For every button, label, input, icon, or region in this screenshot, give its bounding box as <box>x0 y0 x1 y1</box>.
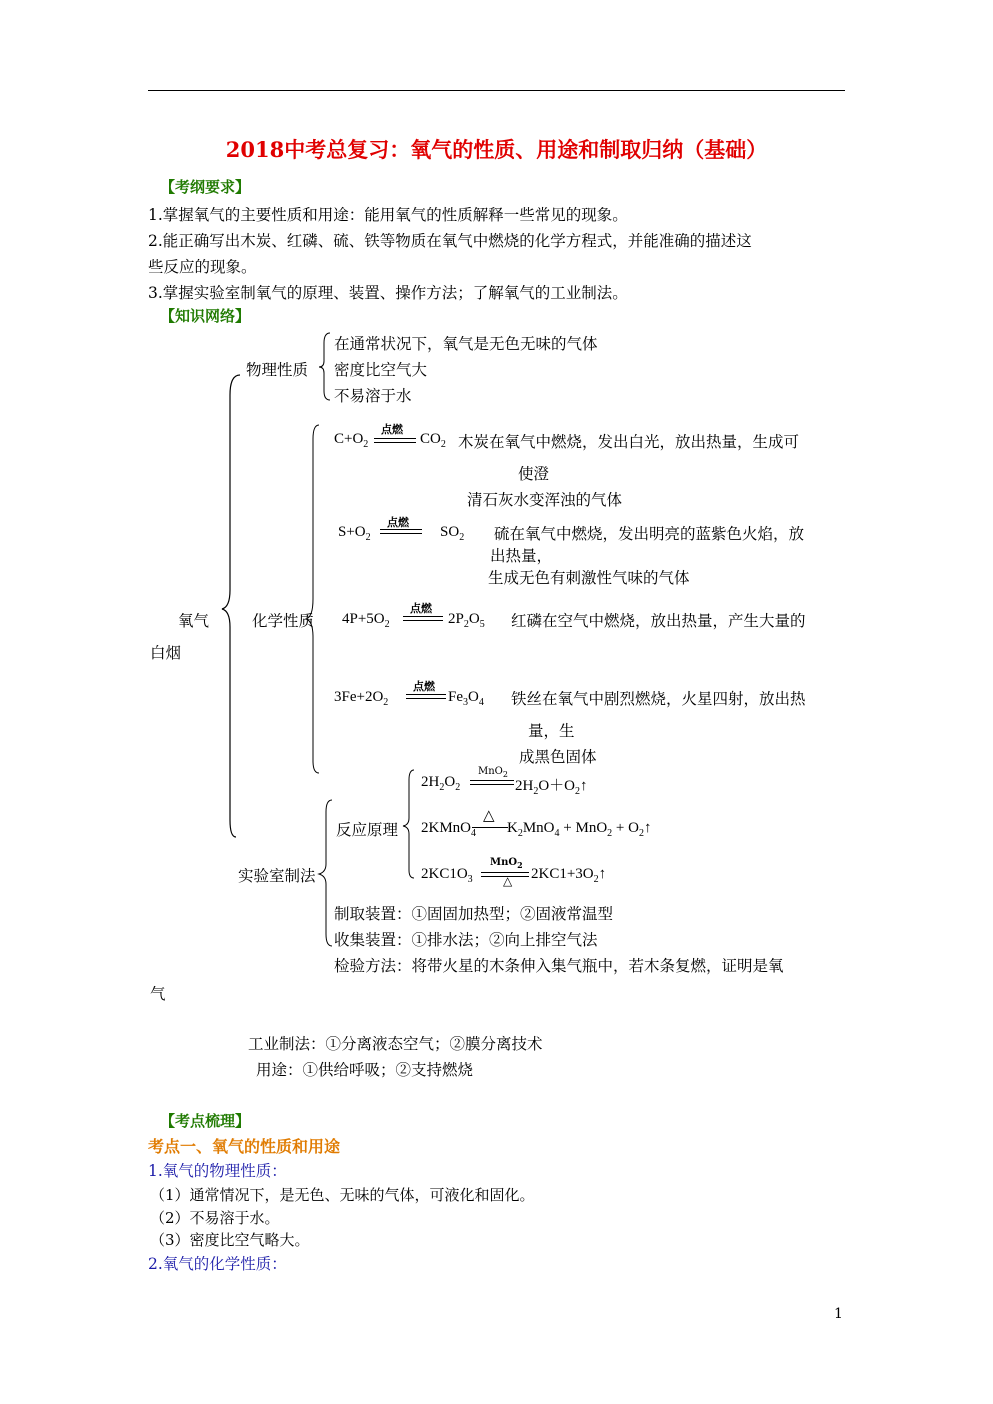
lab-label: 实验室制法 <box>238 867 316 885</box>
r3-reactants: $4P+5O_2$ <box>342 611 390 630</box>
point-1-item-2: （2）不易溶于水。 <box>150 1209 280 1227</box>
e1-catalyst: MnO$_2$ <box>478 766 508 779</box>
e3-left: $2KC1O_3$ <box>421 866 473 885</box>
outline-item-3: 3.掌握实验室制氧气的原理、装置、操作方法；了解氧气的工业制法。 <box>148 284 628 302</box>
r1-desc-1: 木炭在氧气中燃烧，发出白光，放出热量，生成可 <box>458 433 800 451</box>
e1-right: $2H_2O+O_2↑$ <box>515 778 588 797</box>
lab-collection: 收集装置：①排水法；②向上排空气法 <box>334 931 598 949</box>
r4-desc-3: 成黑色固体 <box>519 748 597 766</box>
e2-heat: △ <box>483 806 495 824</box>
industrial-method: 工业制法：①分离液态空气；②膜分离技术 <box>248 1035 543 1053</box>
r3-product: $2P_2O_5$ <box>448 611 485 630</box>
physical-item-3: 不易溶于水 <box>334 387 412 405</box>
point-1-item-1: （1）通常情况下，是无色、无味的气体，可液化和固化。 <box>150 1186 535 1204</box>
outline-heading: 【考纲要求】 <box>160 178 251 196</box>
outline-item-2-cont: 些反应的现象。 <box>148 258 257 276</box>
r3-desc-1: 红磷在空气中燃烧，放出热量，产生大量的 <box>511 612 806 630</box>
point-1-item-3: （3）密度比空气略大。 <box>150 1231 310 1249</box>
r4-desc-1: 铁丝在氧气中剧烈燃烧，火星四射，放出热 <box>511 690 806 708</box>
e3-right: $2KC1+3O_2↑$ <box>531 866 607 885</box>
chemical-brace <box>305 425 321 775</box>
root-brace <box>222 375 242 840</box>
oxygen-uses: 用途：①供给呼吸；②支持燃烧 <box>256 1061 474 1079</box>
lab-brace <box>318 800 334 948</box>
r1-condition: 点燃 <box>381 423 403 436</box>
r1-desc-3: 清石灰水变浑浊的气体 <box>467 491 623 509</box>
r2-desc-1: 硫在氧气中燃烧，发出明亮的蓝紫色火焰，放 <box>494 525 805 543</box>
lab-test: 检验方法：将带火星的木条伸入集气瓶中，若木条复燃，证明是氧 <box>334 957 784 975</box>
lab-apparatus: 制取装置：①固固加热型；②固液常温型 <box>334 905 614 923</box>
r2-desc-2: 出热量， <box>490 547 553 565</box>
r2-equals <box>380 529 422 534</box>
lab-test-tail: 气 <box>150 985 166 1003</box>
chemical-label: 化学性质 <box>252 612 315 630</box>
physical-item-1: 在通常状况下，氧气是无色无味的气体 <box>334 335 598 353</box>
r1-product: $CO_2$ <box>420 431 446 450</box>
r2-condition: 点燃 <box>387 516 409 529</box>
principle-brace <box>402 770 416 880</box>
r3-equals <box>403 616 443 621</box>
network-heading: 【知识网络】 <box>160 307 251 325</box>
e1-equals <box>470 780 514 785</box>
principle-label: 反应原理 <box>336 821 399 839</box>
r4-desc-2: 量，生 <box>528 722 575 740</box>
point-1-heading: 考点一、氧气的性质和用途 <box>148 1137 341 1156</box>
r4-condition: 点燃 <box>413 680 435 693</box>
r4-reactants: $3Fe+2O_2$ <box>334 689 389 708</box>
e1-left: $2H_2O_2$ <box>421 774 461 793</box>
outline-item-2: 2.能正确写出木炭、红磷、硫、铁等物质在氧气中燃烧的化学方程式，并能准确的描述这 <box>148 232 752 250</box>
e2-line <box>472 827 508 828</box>
e2-left: 2KMnO$_4$ <box>421 820 477 839</box>
outline-item-1: 1.掌握氧气的主要性质和用途：能用氧气的性质解释一些常见的现象。 <box>148 206 628 224</box>
r1-desc-2: 使澄 <box>518 465 550 483</box>
point-1-sub-2: 2.氧气的化学性质： <box>148 1255 287 1273</box>
page-title: 2018中考总复习：氧气的性质、用途和制取归纳（基础） <box>225 137 768 162</box>
page-number: 1 <box>834 1306 843 1322</box>
header-rule <box>148 90 845 91</box>
e2-right: $K_2MnO_4 + MnO_2$ + $O_2↑$ <box>507 820 652 839</box>
root-tail: 白烟 <box>150 644 182 662</box>
e3-heat: △ <box>503 874 513 888</box>
point-1-sub-1: 1.氧气的物理性质： <box>148 1162 287 1180</box>
r1-reactants: $C+O_2$ <box>334 431 369 450</box>
r2-reactants: $S+O_2$ <box>338 524 371 543</box>
e3-catalyst: MnO$_2$ <box>490 857 523 870</box>
r1-equals <box>374 438 416 443</box>
r3-condition: 点燃 <box>410 602 432 615</box>
root-label: 氧气 <box>178 612 210 630</box>
r4-product: $Fe_3O_4$ <box>448 689 484 708</box>
points-heading: 【考点梳理】 <box>160 1112 251 1130</box>
physical-brace <box>318 333 332 401</box>
physical-label: 物理性质 <box>246 361 309 379</box>
r2-product: $SO_2$ <box>440 524 465 543</box>
physical-item-2: 密度比空气大 <box>334 361 428 379</box>
r4-equals <box>406 694 446 699</box>
r2-desc-3: 生成无色有刺激性气味的气体 <box>488 569 690 587</box>
